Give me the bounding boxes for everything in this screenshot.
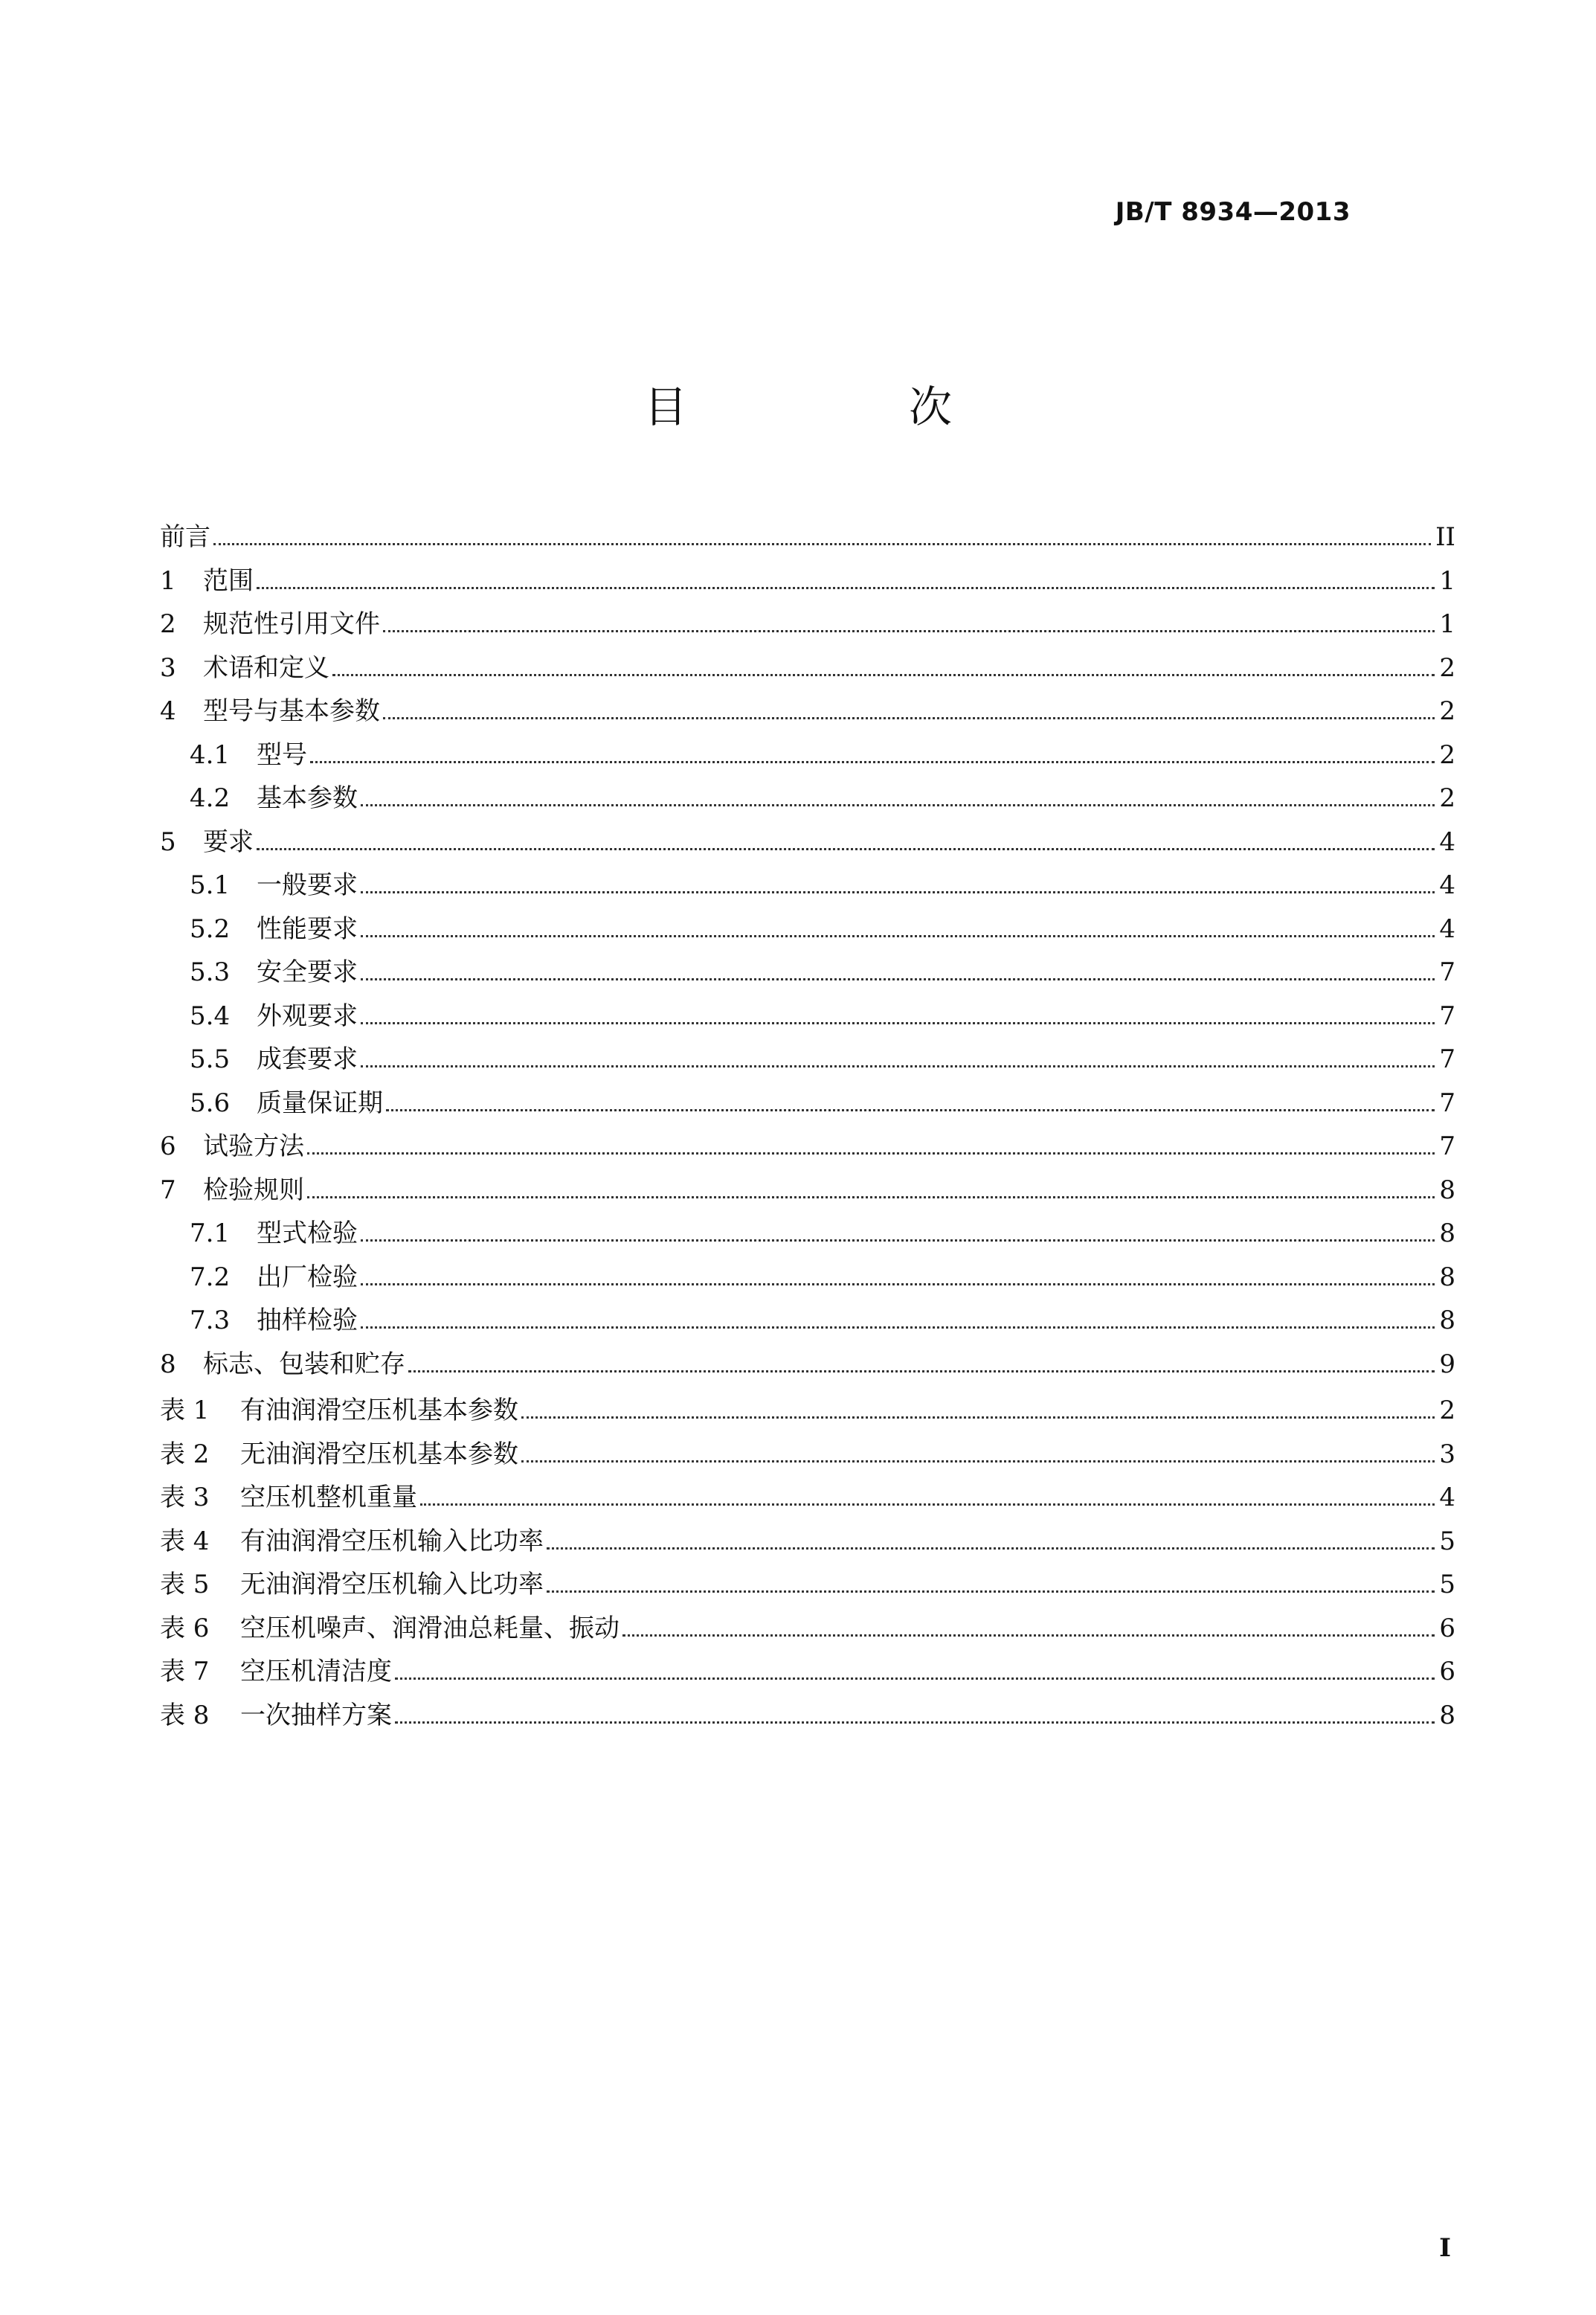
toc-entry-label: 无油润滑空压机基本参数 <box>240 1439 518 1469</box>
toc-entry-label: 范围 <box>203 565 254 596</box>
page-title: 目 次 <box>643 382 1041 432</box>
toc-entry-page: 5 <box>1439 1526 1455 1556</box>
toc-entry[interactable] <box>160 1600 1455 1643</box>
dot-leader <box>361 1065 1435 1067</box>
toc-entry-number: 表 1 <box>160 1396 210 1425</box>
dot-leader <box>361 935 1435 937</box>
dot-leader <box>257 848 1435 850</box>
dot-leader <box>521 1460 1435 1462</box>
toc-entry-page: 7 <box>1439 1001 1455 1031</box>
toc-entry[interactable] <box>160 1556 1455 1599</box>
dot-leader <box>307 1152 1435 1155</box>
toc-entry[interactable] <box>190 1249 1455 1292</box>
toc-entry-number: 5.4 <box>190 1001 231 1031</box>
dot-leader <box>420 1503 1435 1506</box>
toc-entry[interactable] <box>160 553 1455 596</box>
toc-entry-page: 5 <box>1439 1570 1455 1599</box>
toc-entry-page: 7 <box>1439 1131 1455 1161</box>
toc-entry-number: 5.5 <box>190 1044 231 1074</box>
toc-entry-number: 7 <box>160 1175 176 1205</box>
toc-entry[interactable] <box>160 1426 1455 1469</box>
toc-entry-label: 有油润滑空压机输入比功率 <box>240 1526 544 1556</box>
dot-leader <box>361 1239 1435 1242</box>
toc-entry[interactable] <box>160 1382 1455 1425</box>
toc-entry-label: 检验规则 <box>203 1175 304 1205</box>
toc-entry-label: 空压机噪声、润滑油总耗量、振动 <box>240 1613 620 1643</box>
toc-entry-number: 表 2 <box>160 1439 210 1469</box>
toc-entry-label: 型号与基本参数 <box>203 696 380 726</box>
toc-entry-page: 1 <box>1439 565 1455 596</box>
toc-entry-page: 7 <box>1439 1088 1455 1118</box>
toc-entry-label: 成套要求 <box>257 1044 358 1074</box>
dot-leader <box>521 1416 1435 1419</box>
toc-entry-number: 6 <box>160 1131 176 1161</box>
toc-entry-label: 出厂检验 <box>257 1262 358 1292</box>
toc-entry-page: 2 <box>1439 1396 1455 1425</box>
dot-leader <box>361 1022 1435 1024</box>
toc-entry-label: 外观要求 <box>257 1001 358 1031</box>
dot-leader <box>361 891 1435 893</box>
toc-entry-label: 抽样检验 <box>257 1306 358 1335</box>
toc-entry[interactable] <box>190 727 1455 770</box>
toc-entry[interactable] <box>160 509 1455 552</box>
toc-entry-label: 一次抽样方案 <box>240 1700 392 1730</box>
dot-leader <box>395 1721 1435 1724</box>
dot-leader <box>395 1677 1435 1680</box>
toc-entry-page: 8 <box>1439 1700 1455 1730</box>
dot-leader <box>383 630 1435 632</box>
toc-entry-number: 4.2 <box>190 783 231 813</box>
toc-entry-page: 2 <box>1439 696 1455 726</box>
toc-entry-page: 7 <box>1439 1044 1455 1074</box>
document-code: JB/T 8934—2013 <box>1115 197 1351 227</box>
toc-entry[interactable] <box>160 1162 1455 1205</box>
dot-leader <box>361 1326 1435 1329</box>
toc-entry-page: 4 <box>1439 914 1455 944</box>
dot-leader <box>361 804 1435 806</box>
toc-entry-number: 5.2 <box>190 914 231 944</box>
dot-leader <box>383 717 1435 719</box>
toc-entry-page: 6 <box>1439 1613 1455 1643</box>
dot-leader <box>307 1196 1435 1198</box>
toc-entry-number: 4 <box>160 696 176 726</box>
toc-entry[interactable] <box>190 1205 1455 1248</box>
toc-entry-page: 2 <box>1439 652 1455 683</box>
toc-entry-number: 5.3 <box>190 957 231 987</box>
toc-entry-label: 标志、包装和贮存 <box>203 1349 405 1379</box>
toc-entry-number: 表 8 <box>160 1700 210 1730</box>
toc-entry-label: 空压机清洁度 <box>240 1657 392 1686</box>
toc-entry-label: 一般要求 <box>257 870 358 900</box>
dot-leader <box>547 1547 1435 1550</box>
toc-entry-number: 2 <box>160 609 176 639</box>
toc-entry[interactable] <box>190 857 1455 900</box>
dot-leader <box>361 978 1435 980</box>
toc-entry[interactable] <box>190 988 1455 1031</box>
toc-entry-number: 4.1 <box>190 739 231 770</box>
toc-entry-number: 8 <box>160 1349 176 1379</box>
toc-entry-page: 8 <box>1439 1218 1455 1248</box>
toc-entry-label: 型式检验 <box>257 1218 358 1248</box>
toc-entry[interactable] <box>160 1336 1455 1379</box>
toc-entry[interactable] <box>160 683 1455 726</box>
dot-leader <box>257 587 1435 589</box>
toc-entry-label: 型号 <box>257 739 307 770</box>
toc-entry-page: 9 <box>1439 1349 1455 1379</box>
dot-leader <box>408 1370 1435 1372</box>
toc-entry-number: 3 <box>160 652 176 683</box>
toc-entry-label: 空压机整机重量 <box>240 1483 417 1512</box>
toc-entry-page: 6 <box>1439 1657 1455 1686</box>
page-number: I <box>1439 2233 1451 2263</box>
toc-entry[interactable] <box>190 1075 1455 1118</box>
toc-entry-number: 1 <box>160 565 176 596</box>
dot-leader <box>310 761 1435 763</box>
dot-leader <box>547 1590 1435 1593</box>
toc-entry-number: 表 4 <box>160 1526 210 1556</box>
dot-leader <box>386 1109 1435 1111</box>
toc-entry-label: 无油润滑空压机输入比功率 <box>240 1570 544 1599</box>
toc-entry[interactable] <box>160 596 1455 639</box>
toc-entry-label: 基本参数 <box>257 783 358 813</box>
toc-entry[interactable] <box>160 814 1455 857</box>
toc-entry-label: 试验方法 <box>203 1131 304 1161</box>
toc-entry-page: 2 <box>1439 739 1455 770</box>
toc-entry-number: 5.6 <box>190 1088 231 1118</box>
toc-entry-page: 8 <box>1439 1262 1455 1292</box>
toc-entry-page: 8 <box>1439 1175 1455 1205</box>
dot-leader <box>213 543 1431 545</box>
toc-entry-number: 7.3 <box>190 1306 231 1335</box>
toc-entry[interactable] <box>160 1687 1455 1730</box>
toc-entry-page: 4 <box>1439 1483 1455 1512</box>
toc-entry-number: 表 6 <box>160 1613 210 1643</box>
toc-entry-number: 7.1 <box>190 1218 231 1248</box>
toc-entry-page: 4 <box>1439 870 1455 900</box>
toc-entry-page: 1 <box>1439 609 1455 639</box>
toc-entry[interactable] <box>190 770 1455 813</box>
toc-entry[interactable] <box>190 944 1455 987</box>
dot-leader <box>361 1283 1435 1285</box>
toc-entry-page: 2 <box>1439 783 1455 813</box>
toc-entry-page: II <box>1435 522 1455 552</box>
toc-entry-label: 术语和定义 <box>203 652 329 683</box>
dot-leader <box>622 1634 1435 1637</box>
toc-entry-label: 性能要求 <box>257 914 358 944</box>
toc-entry-label: 有油润滑空压机基本参数 <box>240 1396 518 1425</box>
toc-entry-number: 5.1 <box>190 870 231 900</box>
toc-entry-page: 8 <box>1439 1306 1455 1335</box>
toc-entry-page: 4 <box>1439 826 1455 857</box>
toc-entry-page: 3 <box>1439 1439 1455 1469</box>
toc-entry[interactable] <box>190 1031 1455 1074</box>
toc-entry-number: 表 5 <box>160 1570 210 1599</box>
toc-entry-number: 表 7 <box>160 1657 210 1686</box>
toc-entry-page: 7 <box>1439 957 1455 987</box>
toc-entry[interactable] <box>160 1643 1455 1686</box>
toc-entry[interactable] <box>160 1469 1455 1512</box>
toc-entry-label: 质量保证期 <box>257 1088 383 1118</box>
toc-entry-number: 表 3 <box>160 1483 210 1512</box>
toc-entry[interactable] <box>190 1292 1455 1335</box>
toc-entry-label: 要求 <box>203 826 254 857</box>
toc-entry-number: 7.2 <box>190 1262 231 1292</box>
toc-entry[interactable] <box>160 1118 1455 1161</box>
toc-entry-number: 5 <box>160 826 176 857</box>
toc-entry[interactable] <box>160 1513 1455 1556</box>
toc-entry-label: 安全要求 <box>257 957 358 987</box>
toc-entry-label: 规范性引用文件 <box>203 609 380 639</box>
toc-entry[interactable] <box>160 640 1455 683</box>
dot-leader <box>332 674 1435 676</box>
toc-entry[interactable] <box>190 901 1455 944</box>
toc-entry-label: 前言 <box>160 522 210 552</box>
